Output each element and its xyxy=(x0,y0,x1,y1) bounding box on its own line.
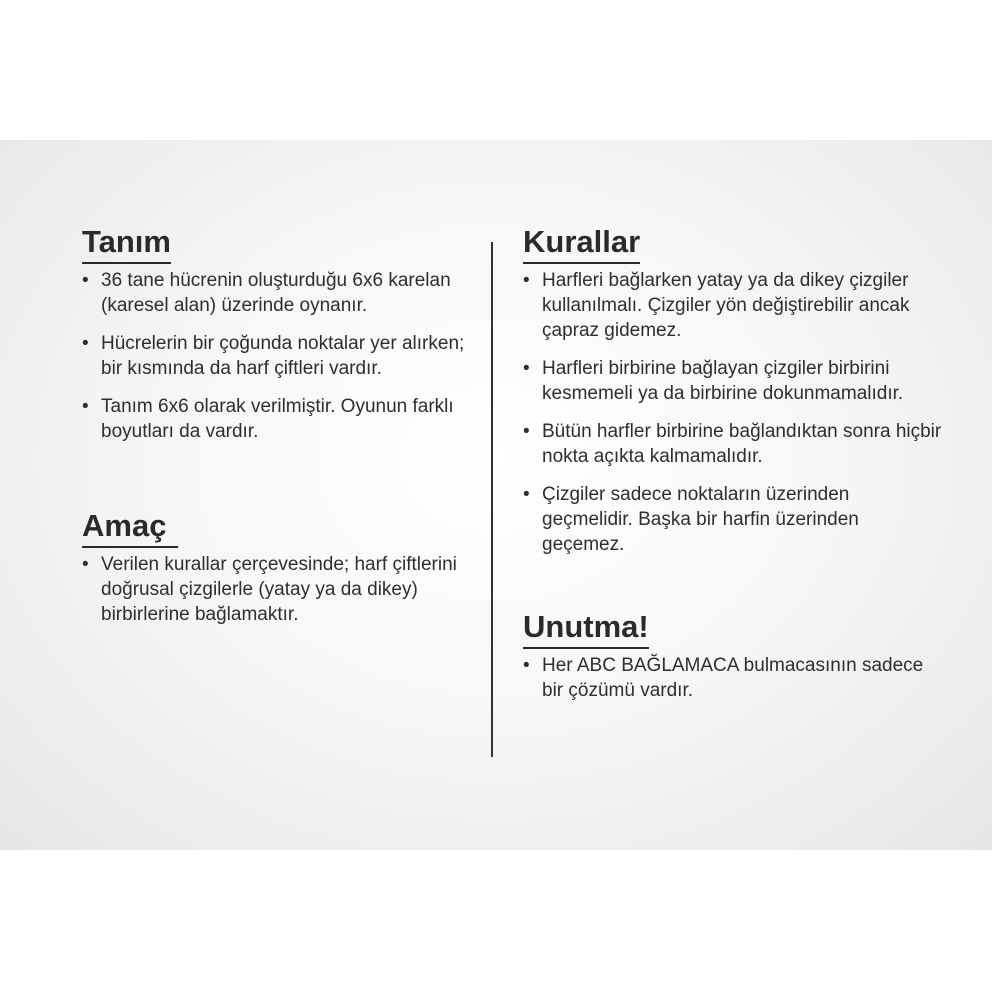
list-item xyxy=(523,482,943,557)
list-item xyxy=(82,552,477,627)
list-item-text: Harfleri bağlarken yatay ya da dikey çizgiler kullanılmalı. Çizgiler yön değiştirebilir ancak çapraz gidemez. xyxy=(542,270,910,341)
bullet: • xyxy=(523,421,530,442)
bullet: • xyxy=(523,655,530,676)
unutma-section xyxy=(523,607,943,703)
amac-heading: Amaç xyxy=(82,506,178,548)
list-item xyxy=(523,268,943,343)
list-item xyxy=(523,653,943,703)
unutma-heading: Unutma! xyxy=(523,607,649,649)
list-item-text: 36 tane hücrenin oluşturduğu 6x6 karelan (karesel alan) üzerinde oynanır. xyxy=(101,270,451,316)
list-item-text: Bütün harfler birbirine bağlandıktan sonra hiçbir nokta açıkta kalmamalıdır. xyxy=(542,421,942,467)
tanim-heading: Tanım xyxy=(82,222,171,264)
list-item xyxy=(82,331,477,381)
left-column xyxy=(82,222,477,640)
list-item-text: Çizgiler sadece noktaların üzerinden geçmelidir. Başka bir harfin üzerinden geçemez. xyxy=(542,484,859,555)
list-item-text: Hücrelerin bir çoğunda noktalar yer alırken; bir kısmında da harf çiftleri vardır. xyxy=(101,333,465,379)
bullet: • xyxy=(82,333,89,354)
list-item xyxy=(523,419,943,469)
right-column xyxy=(523,222,943,716)
bullet: • xyxy=(82,396,89,417)
list-item-text: Tanım 6x6 olarak verilmiştir. Oyunun farklı boyutları da vardır. xyxy=(101,396,454,442)
list-item-text: Harfleri birbirine bağlayan çizgiler birbirini kesmemeli ya da birbirine dokunmamalıdır. xyxy=(542,358,904,404)
list-item-text: Verilen kurallar çerçevesinde; harf çiftlerini doğrusal çizgilerle (yatay ya da dikey) birbirlerine bağlamaktır. xyxy=(101,554,457,625)
bullet: • xyxy=(523,484,530,505)
list-item xyxy=(82,394,477,444)
list-item xyxy=(523,356,943,406)
tanim-list xyxy=(82,268,477,444)
column-divider xyxy=(491,242,493,757)
bullet: • xyxy=(82,554,89,575)
amac-list xyxy=(82,552,477,627)
kurallar-heading: Kurallar xyxy=(523,222,640,264)
amac-section xyxy=(82,506,477,627)
bullet: • xyxy=(523,358,530,379)
kurallar-section xyxy=(523,222,943,557)
list-item xyxy=(82,268,477,318)
tanim-section xyxy=(82,222,477,444)
kurallar-list xyxy=(523,268,943,557)
list-item-text: Her ABC BAĞLAMACA bulmacasının sadece bir çözümü vardır. xyxy=(542,655,924,701)
bullet: • xyxy=(523,270,530,291)
rules-card xyxy=(0,140,992,850)
unutma-list xyxy=(523,653,943,703)
bullet: • xyxy=(82,270,89,291)
